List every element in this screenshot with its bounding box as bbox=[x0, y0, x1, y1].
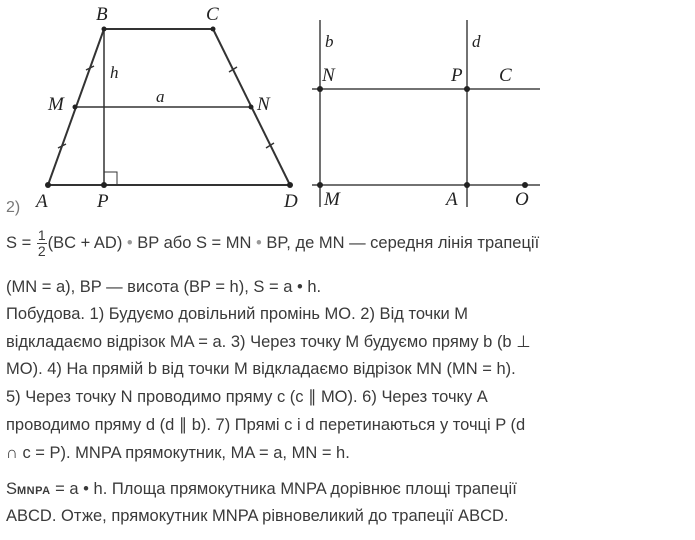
point-d bbox=[287, 182, 293, 188]
label-line-c: C bbox=[499, 65, 512, 86]
label-m: M bbox=[48, 94, 64, 115]
text-line-8: ∩ c = P). MNPA прямокутник, MA = a, MN = h. bbox=[6, 444, 350, 462]
trapezoid-figure bbox=[48, 29, 290, 185]
label-b: B bbox=[96, 4, 108, 25]
formula-part-b: BP або S = MN bbox=[132, 233, 257, 252]
text-line-2: (MN = a), BP — висота (BP = h), S = a • h. bbox=[6, 278, 322, 296]
point-c bbox=[211, 27, 216, 32]
label-p-trapezoid: P bbox=[97, 191, 109, 212]
text-line-10: ABCD. Отже, прямокутник MNPA рівновеликий до трапеції ABCD. bbox=[6, 507, 509, 525]
point-m bbox=[317, 182, 323, 188]
fraction-denominator: 2 bbox=[37, 243, 46, 259]
text-line-5: MO). 4) На прямій b від точки M відкладаємо відрізок MN (MN = h). bbox=[6, 360, 516, 378]
point-a-rect bbox=[464, 182, 470, 188]
label-o: O bbox=[515, 189, 529, 210]
formula-start: S = bbox=[6, 233, 36, 252]
text-line-3: Побудова. 1) Будуємо довільний промінь MO. 2) Від точки M bbox=[6, 305, 468, 323]
label-d: D bbox=[284, 191, 298, 212]
bullet-dot: • bbox=[126, 233, 133, 252]
text-line-7: проводимо пряму d (d ∥ b). 7) Прямі c і d перетинаються у точці P (d bbox=[6, 416, 526, 434]
point-p-trapezoid bbox=[101, 182, 107, 188]
text-line-9 bbox=[6, 477, 692, 503]
label-h: h bbox=[110, 63, 119, 82]
label-a: a bbox=[156, 87, 165, 106]
text-line-6: 5) Через точку N проводимо пряму c (c ∥ MO). 6) Через точку A bbox=[6, 388, 488, 406]
rectangle-figure bbox=[312, 20, 540, 207]
bullet-dot: • bbox=[256, 233, 262, 252]
point-a bbox=[45, 182, 51, 188]
fraction-numerator: 1 bbox=[37, 227, 46, 243]
formula-line bbox=[6, 228, 692, 259]
text-line-9-rest: = a • h. Площа прямокутника MNPA дорівнює площі трапеції bbox=[50, 480, 517, 498]
geometry-figure bbox=[0, 0, 695, 212]
point-n bbox=[317, 86, 323, 92]
label-p-rect: P bbox=[451, 65, 463, 86]
label-line-b: b bbox=[325, 32, 334, 51]
formula-part-c: BP, де MN — середня лінія трапеції bbox=[261, 233, 540, 252]
label-a-rect: A bbox=[446, 189, 458, 210]
point-b bbox=[102, 27, 107, 32]
label-a-point: A bbox=[36, 191, 48, 212]
item-number: 2) bbox=[6, 199, 21, 216]
label-n-rect: N bbox=[322, 65, 335, 86]
area-symbol: S bbox=[6, 480, 18, 498]
label-line-d: d bbox=[472, 32, 481, 51]
formula-part-a: (BC + AD) bbox=[47, 233, 127, 252]
label-n: N bbox=[257, 94, 270, 115]
fraction-one-half bbox=[37, 228, 47, 259]
point-n-trapezoid bbox=[249, 105, 254, 110]
label-c: C bbox=[206, 4, 219, 25]
point-p bbox=[464, 86, 470, 92]
label-m-rect: M bbox=[324, 189, 340, 210]
area-subscript: MNPA bbox=[17, 485, 51, 497]
text-line-4: відкладаємо відрізок MA = a. 3) Через точку M будуємо пряму b (b ⊥ bbox=[6, 333, 531, 351]
point-o bbox=[522, 182, 528, 188]
point-m-trapezoid bbox=[73, 105, 78, 110]
